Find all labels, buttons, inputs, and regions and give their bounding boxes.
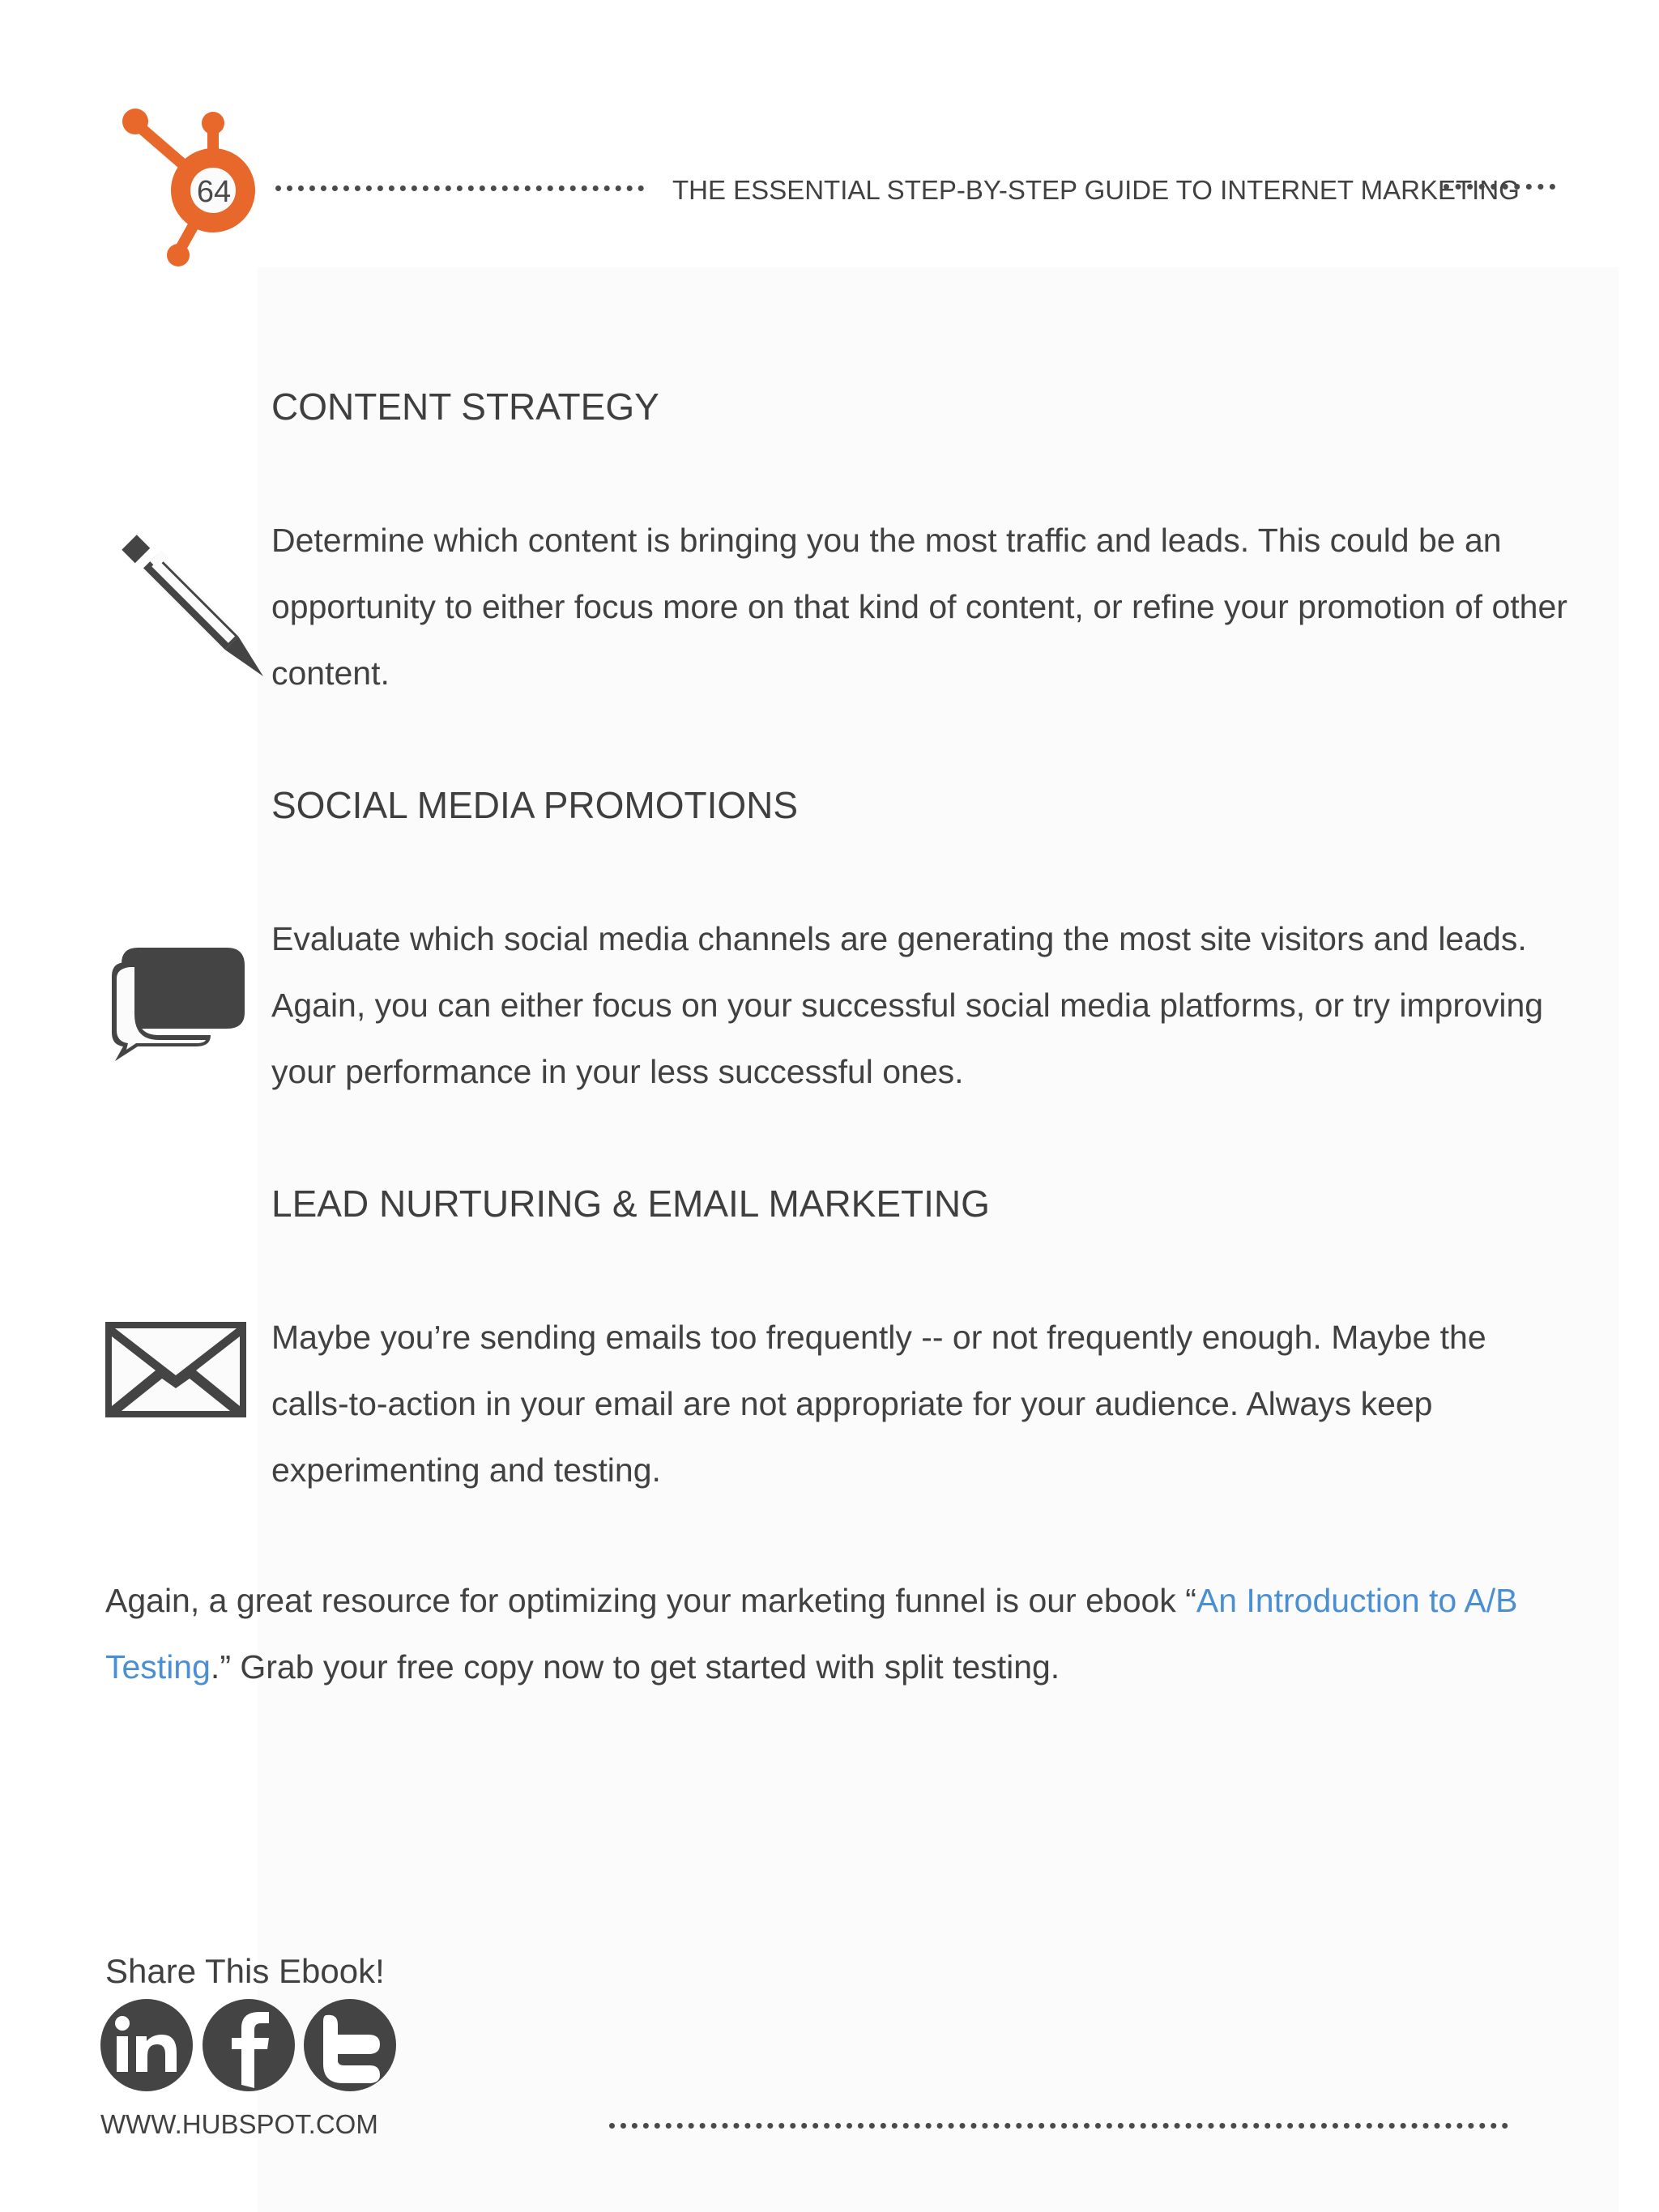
closing-text-before-link: Again, a great resource for optimizing your marketing funnel is our ebook “ <box>105 1582 1196 1619</box>
pencil-icon <box>113 526 263 676</box>
share-title: Share This Ebook! <box>105 1952 385 1990</box>
facebook-icon[interactable] <box>201 1997 296 2093</box>
twitter-icon[interactable] <box>302 1997 398 2093</box>
footer-url[interactable]: WWW.HUBSPOT.COM <box>100 2109 378 2139</box>
header-title: THE ESSENTIAL STEP-BY-STEP GUIDE TO INTERNET MARKETING <box>672 175 1520 205</box>
section-body-social-media: Evaluate which social media channels are generating the most site visitors and leads. Again, you can either focus on your successful social media platforms, or try improving your performance in your less successful ones. <box>271 920 1544 1090</box>
ab-testing-ebook-link[interactable]: An Introduction to A/B Testing <box>105 1582 1518 1686</box>
header-divider-right <box>1444 184 1555 190</box>
envelope-icon <box>105 1322 246 1417</box>
header-divider-left <box>275 185 644 191</box>
section-body-lead-nurturing: Maybe you’re sending emails too frequently -- or not frequently enough. Maybe the calls-to-action in your email are not appropriate for your audience. Always keep experimenting and testing. <box>271 1319 1486 1489</box>
closing-paragraph <box>105 1567 1563 1700</box>
section-body-content-strategy: Determine which content is bringing you the most traffic and leads. This could be an opportunity to either focus more on that kind of content, or refine your promotion of other content. <box>271 522 1567 692</box>
section-heading-content-strategy: CONTENT STRATEGY <box>271 386 659 428</box>
section-heading-lead-nurturing: LEAD NURTURING & EMAIL MARKETING <box>271 1183 990 1225</box>
section-heading-social-media: SOCIAL MEDIA PROMOTIONS <box>271 784 799 826</box>
linkedin-icon[interactable] <box>99 1997 194 2093</box>
closing-text-after-link: .” Grab your free copy now to get started with split testing. <box>210 1648 1060 1686</box>
speech-bubbles-icon <box>105 940 251 1061</box>
page-number: 64 <box>196 175 232 209</box>
footer-divider <box>609 2123 1508 2129</box>
